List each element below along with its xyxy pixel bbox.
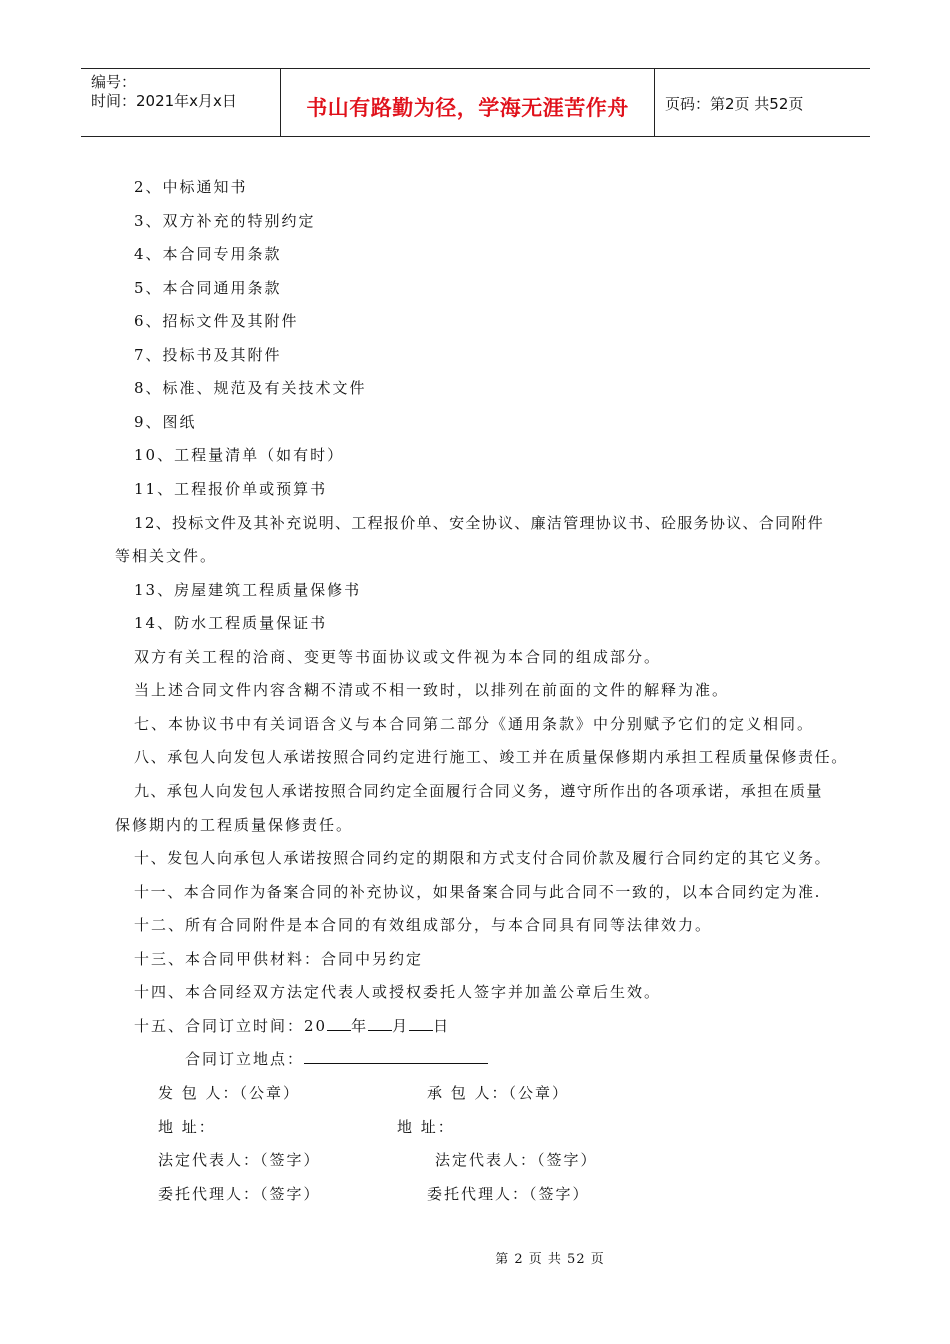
text-line: 双方有关工程的洽商、变更等书面协议或文件视为本合同的组成部分。 <box>134 648 662 666</box>
text-line: 9、图纸 <box>134 413 197 431</box>
contractor-legal-rep-label: 法定代表人：（签字） <box>435 1151 598 1169</box>
text-line: 4、本合同专用条款 <box>134 245 282 263</box>
signing-time-label: 十五、合同订立时间： <box>134 1017 305 1035</box>
signing-place-blank[interactable] <box>304 1049 488 1064</box>
year-label: 年 <box>351 1017 369 1035</box>
header-page-cell <box>655 69 870 136</box>
header-motto-cell <box>281 69 655 136</box>
employer-agent-label: 委托代理人：（签字） <box>158 1185 321 1203</box>
page-footer: 第 2 页 共 52 页 <box>495 1252 605 1267</box>
text-line: 14、防水工程质量保证书 <box>134 614 328 632</box>
header-page-code: 页码：第2页 共52页 <box>665 95 804 113</box>
document-number-label: 编号： <box>91 73 137 91</box>
text-line: 当上述合同文件内容含糊不清或不相一致时，以排列在前面的文件的解释为准。 <box>134 681 730 699</box>
contractor-agent-label: 委托代理人：（签字） <box>427 1185 590 1203</box>
text-line: 2、中标通知书 <box>134 178 248 196</box>
employer-address-label: 地 址： <box>158 1118 216 1136</box>
month-blank[interactable] <box>368 1016 392 1031</box>
text-line: 7、投标书及其附件 <box>134 346 282 364</box>
signing-place-label: 合同订立地点： <box>185 1050 305 1068</box>
text-line: 8、标准、规范及有关技术文件 <box>134 379 367 397</box>
day-label: 日 <box>433 1017 451 1035</box>
month-label: 月 <box>392 1017 410 1035</box>
employer-seal-label: 发 包 人：（公章） <box>158 1084 301 1102</box>
page-header <box>81 68 870 137</box>
document-date: 时间：2021年x月x日 <box>91 92 237 110</box>
text-line: 5、本合同通用条款 <box>134 279 282 297</box>
text-line: 十二、所有合同附件是本合同的有效组成部分，与本合同具有同等法律效力。 <box>134 916 713 934</box>
contractor-address-label: 地 址： <box>397 1118 455 1136</box>
text-line: 12、投标文件及其补充说明、工程报价单、安全协议、廉洁管理协议书、砼服务协议、合同附件 <box>134 514 824 532</box>
text-line: 九、承包人向发包人承诺按照合同约定全面履行合同义务，遵守所作出的各项承诺，承担在质量 <box>134 782 823 800</box>
text-line: 七、本协议书中有关词语含义与本合同第二部分《通用条款》中分别赋予它们的定义相同。 <box>134 715 815 733</box>
text-line: 6、招标文件及其附件 <box>134 312 299 330</box>
text-line: 3、双方补充的特别约定 <box>134 212 316 230</box>
text-line: 十三、本合同甲供材料：合同中另约定 <box>134 950 424 968</box>
text-line: 10、工程量清单（如有时） <box>134 446 345 464</box>
text-line: 八、承包人向发包人承诺按照合同约定进行施工、竣工并在质量保修期内承担工程质量保修责任。 <box>134 748 848 766</box>
signing-place-line <box>185 1049 488 1069</box>
text-line: 十、发包人向承包人承诺按照合同约定的期限和方式支付合同价款及履行合同约定的其它义务。 <box>134 849 832 867</box>
text-line: 等相关文件。 <box>115 547 218 565</box>
text-line: 11、工程报价单或预算书 <box>134 480 328 498</box>
header-info-cell <box>81 69 281 136</box>
text-line: 十四、本合同经双方法定代表人或授权委托人签字并加盖公章后生效。 <box>134 983 662 1001</box>
employer-legal-rep-label: 法定代表人：（签字） <box>158 1151 321 1169</box>
text-line: 13、房屋建筑工程质量保修书 <box>134 581 362 599</box>
year-blank[interactable] <box>327 1016 351 1031</box>
header-motto: 书山有路勤为径，学海无涯苦作舟 <box>306 95 629 120</box>
year-prefix: 20 <box>304 1017 328 1035</box>
text-line: 保修期内的工程质量保修责任。 <box>115 816 354 834</box>
day-blank[interactable] <box>409 1016 433 1031</box>
contractor-seal-label: 承 包 人：（公章） <box>427 1084 570 1102</box>
signing-time-line <box>134 1016 450 1036</box>
text-line: 十一、本合同作为备案合同的补充协议，如果备案合同与此合同不一致的，以本合同约定为准. <box>134 883 821 901</box>
